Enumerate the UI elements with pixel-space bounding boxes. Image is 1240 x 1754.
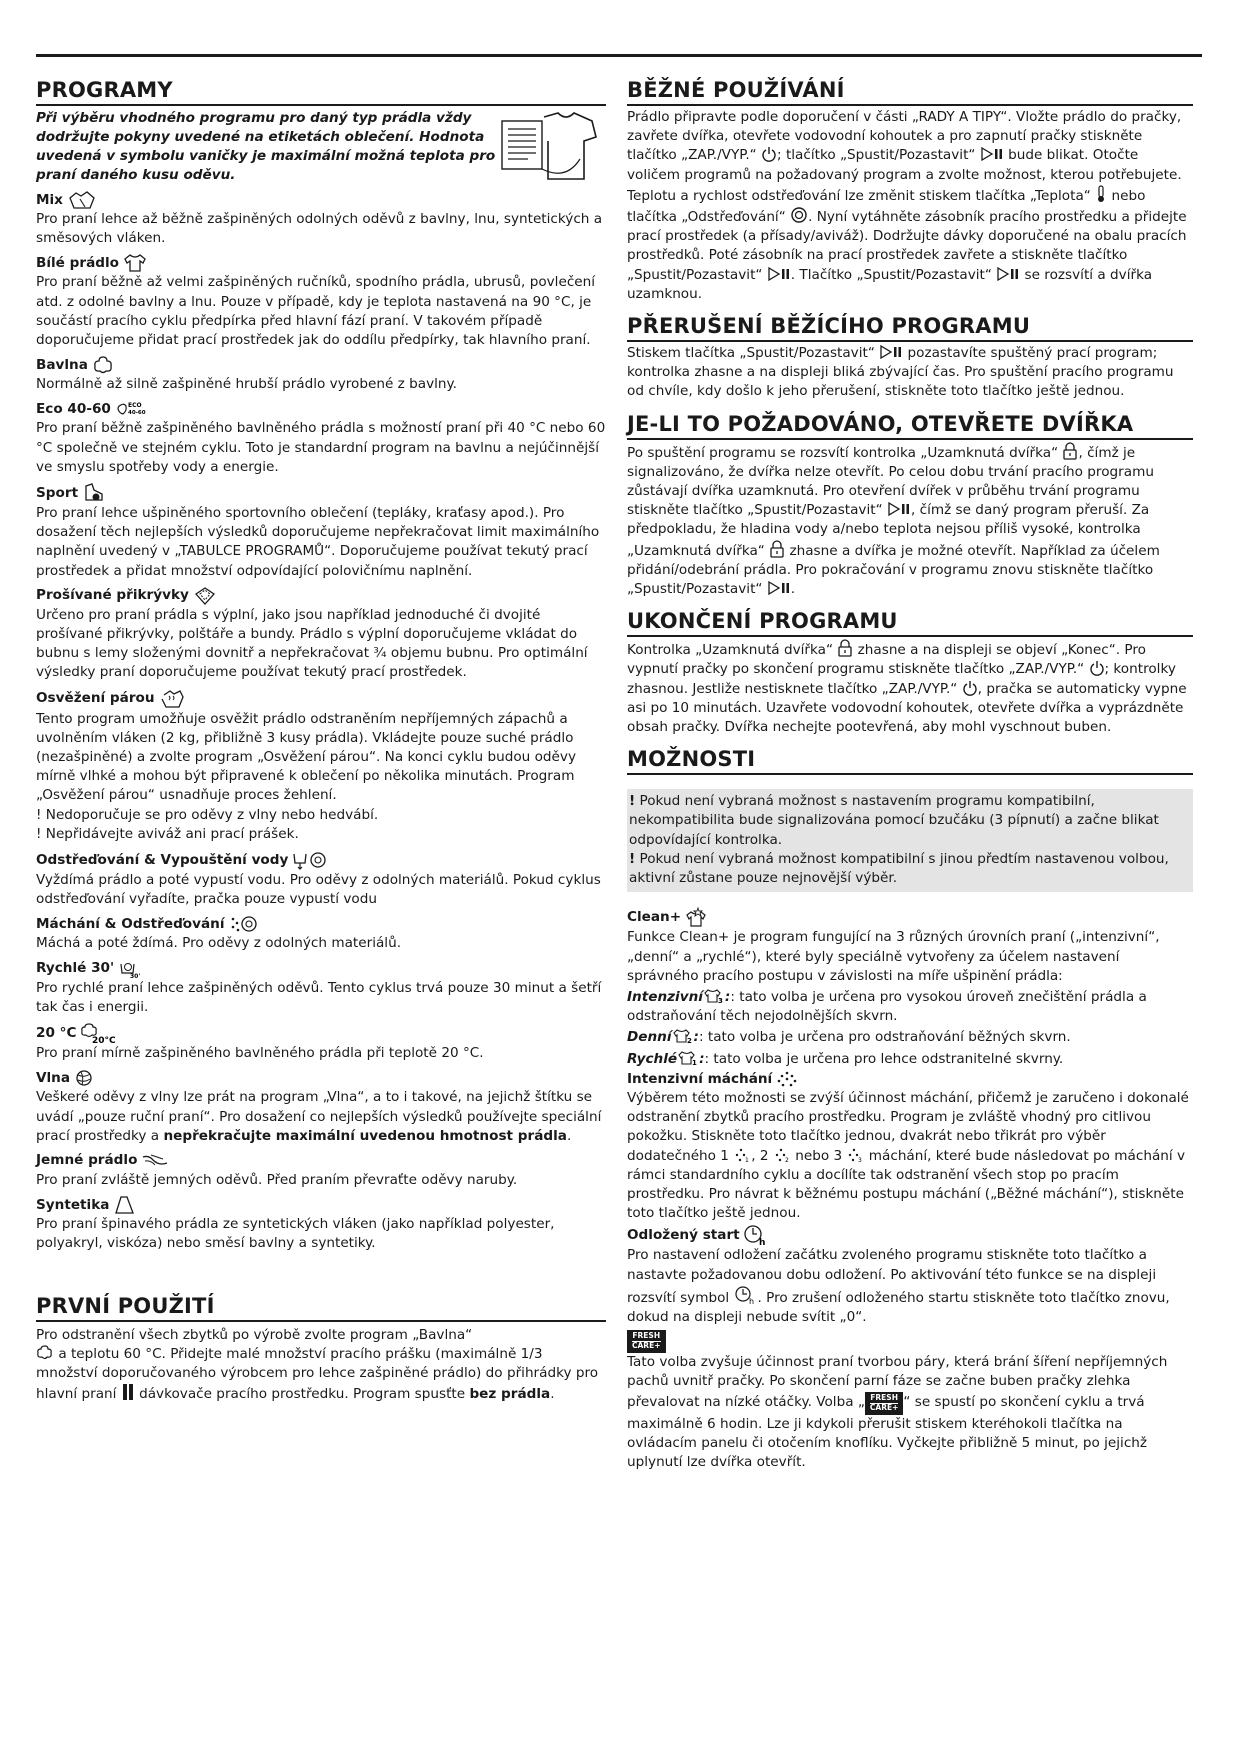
- option-delay-start-desc: Pro nastavení odložení začátku zvoleného programu stiskněte toto tlačítko a nastavte požadovanou dobu odložení. Po aktivování této funkce se na displeji rozsvítí symbol h . Pro zrušení odloženého startu stiskněte toto tlačítko znovu, dokud na displeji nebude svítit „0“.: [627, 1247, 1170, 1325]
- programs-intro-block: [36, 109, 606, 185]
- program-synthetics-desc: Pro praní špinavého prádla ze syntetických vláken (jako například polyester, polyakryl, viskóza) nebo směsí bavlny a syntetiky.: [36, 1216, 555, 1252]
- options-heading: MOŽNOSTI: [627, 747, 1193, 775]
- program-duvet: Prošívané přikrývky: [36, 586, 606, 606]
- program-delicates-desc: Pro praní zvláště jemných oděvů. Před praním převraťte oděvy naruby.: [36, 1171, 518, 1188]
- program-quick-30-desc: Pro rychlé praní lehce zašpiněných oděvů. Tento cyklus trvá pouze 30 minut a šetří tak čas i energii.: [36, 979, 602, 1015]
- door-lock-icon: [769, 540, 785, 558]
- program-spin-drain: Odstřeďování & Vypouštění vody: [36, 849, 606, 871]
- program-eco: Eco 40-60 ECO 40-60: [36, 399, 606, 419]
- program-mix: Mix: [36, 190, 606, 210]
- options-note-1: ! Pokud není vybraná možnost s nastavením programu kompatibilní, nekompatibilita bude signalizována pomocí bzučáku (3 pípnutí) a začne blikat odpovídající kontrolka.: [629, 793, 1159, 848]
- option-intense-rinse: Intenzivní máchání: [627, 1070, 1193, 1089]
- clean-intense-icon: [703, 986, 725, 1004]
- clean-quick: Rychlé 1 :: tato volba je určena pro lehce odstranitelné skvrny.: [627, 1048, 1193, 1069]
- program-white-desc: Pro praní běžně až velmi zašpiněných ručníků, spodního prádla, ubrusů, povlečení atd. z odolné bavlny a lnu. Pouze v případě, kdy je teplota nastavená na 90 °C, je součástí pracího cyklu předpírka před hlavní fází praní. V takovém případě doporučujeme přidat prací prostředek jak do oddílu předpírky, tak hlavního praní.: [36, 274, 596, 349]
- svg-text:30': 30': [130, 972, 141, 980]
- option-fresh-care: [627, 1330, 1193, 1353]
- cotton-inline-icon: [36, 1345, 54, 1361]
- right-column: [627, 78, 1193, 1476]
- main-wash-compartment-icon: [121, 1383, 135, 1401]
- rinse-3-icon: [846, 1147, 864, 1163]
- program-20c: 20 °C 20°C: [36, 1022, 606, 1044]
- program-cotton-desc: Normálně až silně zašpiněné hrubší prádlo vyrobené z bavlny.: [36, 376, 457, 393]
- clean-plus-icon: [684, 906, 708, 928]
- clean-daily-icon: [672, 1026, 694, 1044]
- svg-text:2: 2: [686, 1037, 692, 1046]
- delay-start-icon: [734, 1285, 758, 1305]
- svg-text:3: 3: [717, 996, 723, 1005]
- quick-30-icon: [118, 959, 140, 979]
- svg-text:ECO: ECO: [127, 402, 142, 410]
- first-use-heading: PRVNÍ POUŽITÍ: [36, 1294, 606, 1322]
- program-rinse-spin: Máchání & Odstřeďování: [36, 914, 606, 934]
- door-heading: JE-LI TO POŽADOVÁNO, OTEVŘETE DVÍŘKA: [627, 412, 1193, 440]
- program-steam-refresh: Osvěžení párou: [36, 688, 606, 710]
- start-pause-icon: [980, 146, 1004, 162]
- svg-text:20°C: 20°C: [92, 1036, 117, 1047]
- intense-rinse-icon: [775, 1070, 799, 1088]
- delicates-icon: [141, 1151, 169, 1171]
- start-pause-icon: [767, 266, 791, 282]
- start-pause-icon: [767, 580, 791, 596]
- rinse-1-icon: [733, 1147, 751, 1163]
- program-rinse-spin-desc: Máchá a poté ždímá. Pro oděvy z odolných materiálů.: [36, 935, 402, 952]
- option-clean-plus-desc: Funkce Clean+ je program fungující na 3 různých úrovních praní („intenzivní“, „denní“ a „rychlé“), které byly speciálně vytvořeny za účelem nastavení správného pracího postupu v závislosti na míře ušpinění prádla:: [627, 929, 1160, 984]
- program-eco-desc: Pro praní běžně zašpiněného bavlněného prádla s možností praní při 40 °C nebo 60 °C společně ve stejném cyklu. Toto je standardní program na bavlnu a nejúčinnější ve smyslu spotřeby vody a energie.: [36, 420, 606, 475]
- start-pause-icon: [887, 501, 911, 517]
- option-fresh-care-desc: Tato volba zvyšuje účinnost praní tvorbou páry, která brání šíření nepříjemných pachů uvnitř pračky. Po skončení parní fáze se začne buben pračky zlehka převalovat na nízké otáčky. Volba „ FRESH CARE+ “ se spustí po skončení cyklu a trvá maximálně 6 hodin. Lze ji kdykoli přerušit stiskem kteréhokoli tlačítka na ovládacím panelu či otočením knoflíku. Vyčkejte přibližně 5 minut, po jejichž uplynutí lze dvířka otevřít.: [627, 1354, 1168, 1470]
- end-text: Kontrolka „Uzamknutá dvířka“ zhasne a na displeji se objeví „Konec“. Pro vypnutí pračky po skončení programu stiskněte tlačítko „ZAP./VYP.“ ; kontrolky zhasnou. Jestliže nestisknete tlačítko „ZAP./VYP.“ , pračka se automaticky vypne asi po 10 minutách. Uzavřete vodovodní kohoutek, otevřete dvířka a vyprázdněte obsah pračky. Dvířka nechejte pootevřená, aby mohl vyschnout buben.: [627, 639, 1193, 737]
- power-icon: [1089, 660, 1105, 676]
- program-synthetics: Syntetika: [36, 1195, 606, 1215]
- program-white: Bílé prádlo: [36, 253, 606, 273]
- interrupt-text: Stiskem tlačítka „Spustit/Pozastavit“ pozastavíte spuštěný prací program; kontrolka zhasne a na displeji bliká zbývající čas. Pro spuštění pracího programu od chvíle, kdy došlo k jeho přerušení, stiskněte toto tlačítko ještě jednou.: [627, 345, 1174, 400]
- delay-start-icon: [743, 1224, 767, 1249]
- end-heading: UKONČENÍ PROGRAMU: [627, 609, 1193, 637]
- door-section: [627, 412, 1193, 600]
- spin-icon: [790, 206, 808, 224]
- programs-heading: PROGRAMY: [36, 78, 606, 106]
- usage-section: [627, 78, 1193, 304]
- fresh-care-inline-badge: FRESH CARE+: [865, 1392, 904, 1415]
- clean-quick-icon: [677, 1048, 699, 1066]
- power-icon: [962, 680, 978, 696]
- program-sport: Sport: [36, 482, 606, 504]
- door-text: Po spuštění programu se rozsvítí kontrolka „Uzamknutá dvířka“ , čímž je signalizováno, že dvířka nelze otevřít. Po celou dobu trvání pracího programu zůstávají dvířka uzamknutá. Pro otevření dvířek v průběhu trvání programu stiskněte tlačítko „Spustit/Pozastavit“ , čímž se daný program přeruší. Za předpokladu, že hladina vody a/nebo teplota nejsou příliš vysoké, kontrolka „Uzamknutá dvířka“ zhasne a dvířka je možné otevřít. Například za účelem přidání/odebrání prádla. Pro pokračování v programu znovu stiskněte tlačítko „Spustit/Pozastavit“ .: [627, 442, 1193, 600]
- temperature-icon: [1095, 185, 1107, 203]
- steam-refresh-icon: [159, 688, 185, 710]
- svg-text:40-60: 40-60: [127, 410, 146, 417]
- usage-text: Prádlo připravte podle doporučení v části „RADY A TIPY“. Vložte prádlo do pračky, zavřete dvířka, otevřete vodovodní kohoutek a pro zapnutí pračky stiskněte tlačítko „ZAP./VYP.“ ; tlačítko „Spustit/Pozastavit“ bude blikat. Otočte voličem programů na požadovaný program a zvolte možnost, kterou potřebujete. Teplotu a rychlost odstřeďování lze změnit stiskem tlačítka „Teplota“ nebo tlačítka „Odstřeďování“ . Nyní vytáhněte zásobník pracího prostředku a přidejte prací prostředek (a přísady/aviváž). Dodržujte dávky doporučené na obalu pracích prostředků. Poté zásobník na prací prostředek zavřete a stiskněte tlačítko „Spustit/Pozastavit“ . Tlačítko „Spustit/Pozastavit“ se rozsvítí a dvířka uzamknou.: [627, 109, 1187, 302]
- program-spin-drain-desc: Vyždímá prádlo a poté vypustí vodu. Pro oděvy z odolných materiálů. Pokud cyklus odstřeďování vyřadíte, pračka pouze vypustí vodu: [36, 872, 601, 908]
- tshirt-label-icon: [496, 111, 598, 183]
- usage-heading: BĚŽNÉ POUŽÍVÁNÍ: [627, 78, 1193, 106]
- program-steam-refresh-desc: Tento program umožňuje osvěžit prádlo odstraněním nepříjemných zápachů a uvolněním vláken (2 kg, přibližně 3 kusy prádla). Vkládejte pouze suché prádlo (nezašpiněné) a zvolte program „Osvěžení párou“. Na konci cyklu budou oděvy mírně vlhké a mohou být připravené k oblečení po několika minutách. Program „Osvěžení párou“ usnadňuje proces žehlení.: [36, 710, 577, 804]
- programs-intro: Při výběru vhodného programu pro daný typ prádla vždy dodržujte pokyny uvedené na etiketách oblečení. Hodnota uvedená v symbolu vaničky je maximální možná teplota pro praní daného kusu oděvu.: [36, 110, 496, 183]
- option-delay-start: Odložený start h: [627, 1224, 1193, 1246]
- program-wool: Vlna: [36, 1068, 606, 1088]
- program-quick-30: Rychlé 30' 30': [36, 960, 141, 980]
- svg-text:2: 2: [784, 1156, 789, 1164]
- synthetics-icon: [113, 1195, 135, 1215]
- cotton-icon: [92, 355, 114, 375]
- door-lock-icon: [1062, 442, 1078, 460]
- first-use-section: [36, 1294, 606, 1405]
- clean-daily: Denní 2 :: tato volba je určena pro odstraňování běžných skvrn.: [627, 1026, 1193, 1047]
- duvet-icon: [193, 586, 217, 606]
- program-steam-note-2: ! Nepřidávejte aviváž ani prací prášek.: [36, 825, 299, 842]
- rinse-spin-icon: [229, 914, 259, 934]
- program-cotton: Bavlna: [36, 355, 606, 375]
- wool-ball-icon: [74, 1068, 94, 1088]
- option-intense-rinse-desc: Výběrem této možnosti se zvýší účinnost máchání, přičemž je zaručeno i dokonalé odstranění zbytků pracího prostředku. Program je zvláště vhodný pro citlivou pokožku. Stiskněte toto tlačítko jednou, dvakrát nebo třikrát pro výběr dodatečného 1 1 , 2 2 nebo 3 3 máchání, které bude následovat po máchání v rámci standardního cyklu a docílíte tak odstranění všech stop po pracím prostředku. Pro návrat k běžnému postupu máchání („Běžné máchání“), stiskněte toto tlačítko ještě jednou.: [627, 1089, 1189, 1222]
- program-sport-desc: Pro praní lehce ušpiněného sportovního oblečení (tepláky, kraťasy apod.). Pro dosažení těch nejlepších výsledků doporučujeme nepřekračovat limit maximálního naplnění uvedený v „TABULCE PROGRAMŮ“. Doporučujeme používat tekutý prací prostředek a přidat množství odpovídající polovičnímu naplnění.: [36, 505, 600, 579]
- mix-icon: [67, 190, 97, 210]
- cotton-20c-icon: [80, 1022, 117, 1047]
- program-duvet-desc: Určeno pro praní prádla s výplní, jako jsou například jednoduché či dvojité prošívané přikrývky, polštáře a bundy. Prádlo s výplní doporučujeme vkládat do bubnu s lemy složenými dovnitř a nepřekračovat ¾ objemu bubnu. Pro optimální výsledky praní doporučujeme používat tekutý prací prostředek.: [36, 606, 588, 681]
- first-use-text: Pro odstranění všech zbytků po výrobě zvolte program „Bavlna“ a teplotu 60 °C. Přidejte malé množství pracího prášku (maximálně 1/3 množství doporučovaného výrobcem pro lehce zašpiněné prádlo) do přihrádky pro hlavní praní dávkovače pracího prostředku. Program spusťte bez prádla.: [36, 1326, 599, 1403]
- clean-intense: Intenzivní 3 :: tato volba je určena pro vysokou úroveň znečištění prádla a odstraňování těch nejodolnějších skvrn.: [627, 986, 1193, 1026]
- options-note-2: ! Pokud není vybraná možnost kompatibilní s jinou předtím nastavenou volbou, aktivní zůstane pouze nejnovější výběr.: [629, 850, 1169, 887]
- option-clean-plus: Clean+: [627, 906, 1193, 928]
- program-wool-desc: Veškeré oděvy z vlny lze prát na program „Vlna“, a to i takové, na jejichž štítku se uvádí „pouze ruční praní“. Pro dosažení co nejlepších výsledků používejte speciální prací prostředky a nepřekračujte maximální uvedenou hmotnost prádla.: [36, 1089, 602, 1144]
- options-warning-box: [627, 789, 1193, 892]
- sport-shoe-icon: [82, 482, 106, 504]
- svg-text:3: 3: [858, 1156, 863, 1164]
- program-mix-desc: Pro praní lehce až běžně zašpiněných odolných oděvů z bavlny, lnu, syntetických a směsových vláken.: [36, 211, 603, 247]
- rinse-2-icon: [773, 1147, 791, 1163]
- start-pause-icon: [996, 266, 1020, 282]
- white-tshirt-icon: [123, 253, 147, 273]
- interrupt-heading: PŘERUŠENÍ BĚŽÍCÍHO PROGRAMU: [627, 314, 1193, 342]
- options-section: [627, 747, 1193, 1472]
- top-rule: [36, 54, 1202, 57]
- start-pause-icon: [879, 344, 903, 360]
- left-column: [36, 78, 606, 1404]
- interrupt-section: [627, 314, 1193, 402]
- power-icon: [761, 146, 777, 162]
- eco-40-60-icon: [115, 399, 146, 419]
- door-lock-icon: [837, 639, 853, 657]
- spin-drain-icon: [292, 849, 332, 871]
- svg-text:h: h: [748, 1296, 754, 1306]
- fresh-care-badge: FRESH CARE+: [627, 1330, 666, 1353]
- svg-text:h: h: [758, 1238, 766, 1249]
- svg-text:1: 1: [745, 1156, 750, 1164]
- program-20c-desc: Pro praní mírně zašpiněného bavlněného prádla při teplotě 20 °C.: [36, 1045, 484, 1062]
- end-section: [627, 609, 1193, 737]
- program-delicates: Jemné prádlo: [36, 1151, 606, 1171]
- program-steam-note-1: ! Nedoporučuje se pro oděvy z vlny nebo hedvábí.: [36, 806, 379, 823]
- svg-text:1: 1: [692, 1058, 697, 1067]
